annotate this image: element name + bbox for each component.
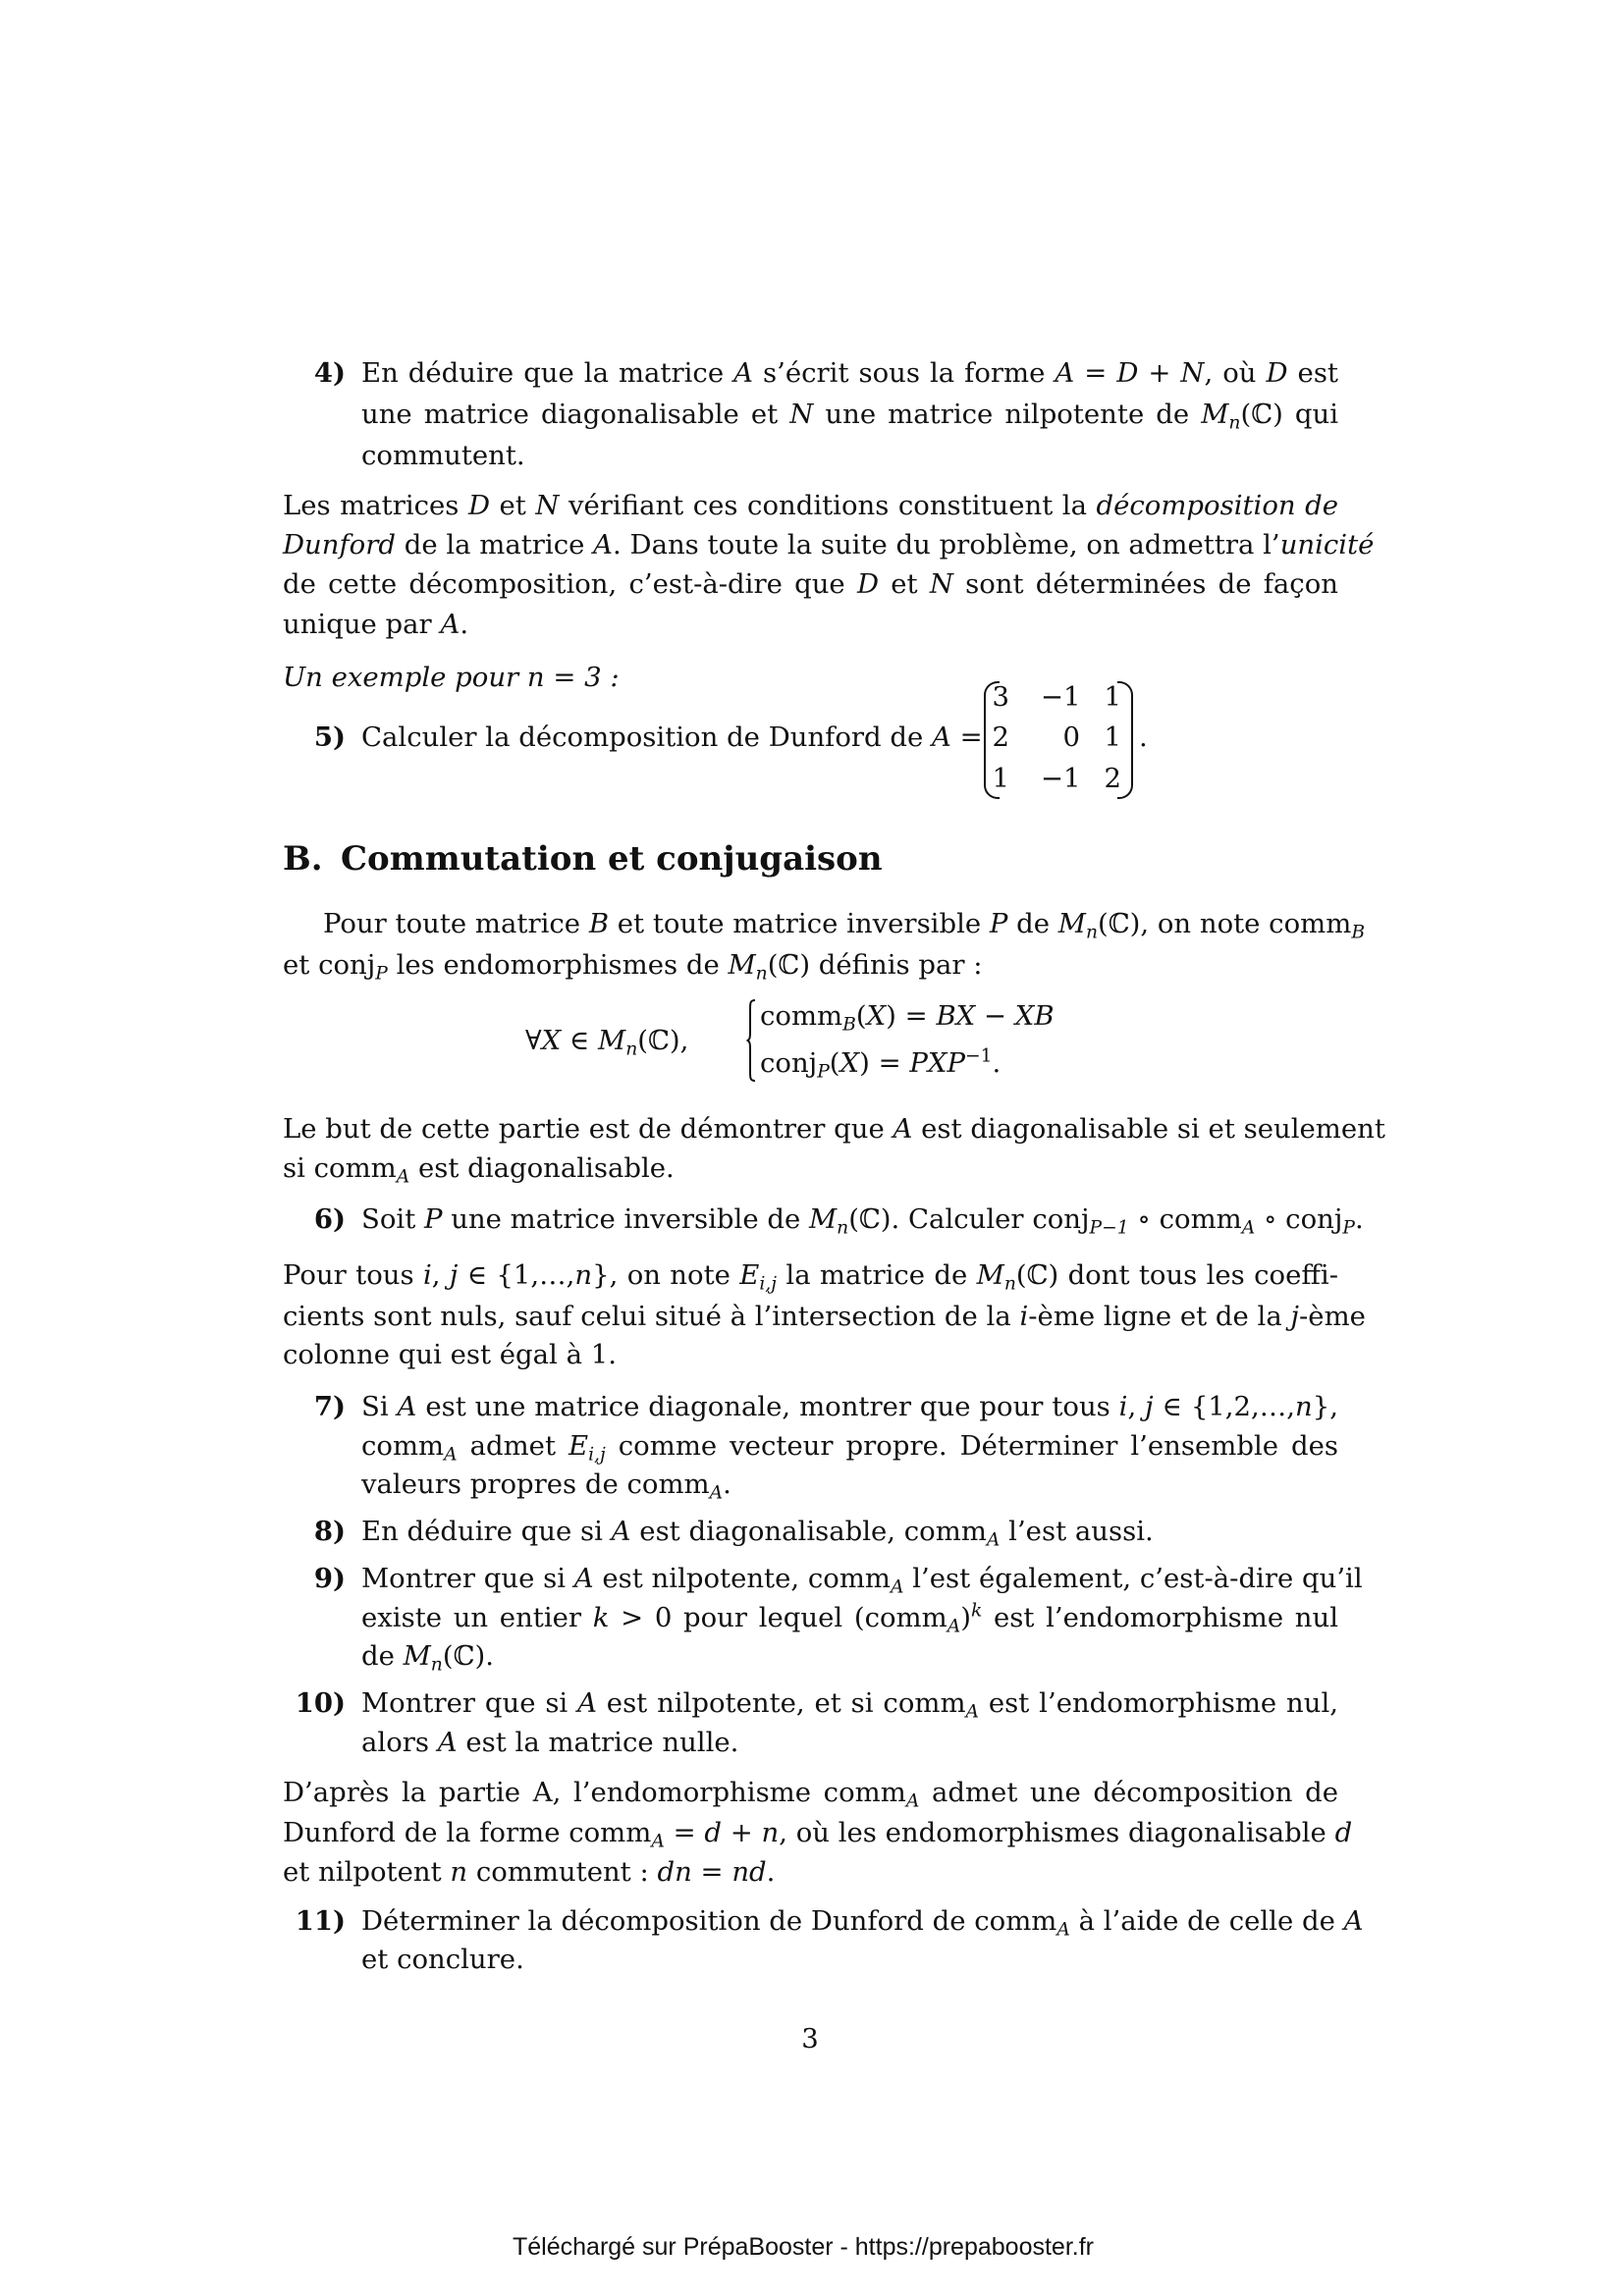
goal-line-2: si comm$_A$ est diagonalisable. <box>283 1152 675 1188</box>
matrix-cell: 0 <box>1062 721 1080 753</box>
system-equation-conj: conj$_P$(X) = $PXP^{-1}$. <box>760 1045 1001 1083</box>
system-quantifier: ∀X ∈ $M_n(ℂ)$, <box>525 1025 689 1060</box>
matrix-cell: −1 <box>1041 681 1081 713</box>
question-10-line-1: Montrer que si A est nilpotente, et si comm$_A$ est l’endomorphisme nul, <box>361 1687 1338 1723</box>
dunford-comm-line-2: Dunford de la forme comm$_A$ = d + n, où les endomorphismes diagonalisable d <box>283 1817 1353 1852</box>
question-4-label: 4) <box>313 357 346 389</box>
question-10-label: 10) <box>295 1687 346 1719</box>
matrix-cell: 3 <box>992 681 1009 713</box>
question-11-label: 11) <box>295 1905 346 1937</box>
question-7-line-1: Si A est une matrice diagonale, montrer que pour tous i, j ∈ {1,2,…,n}, <box>361 1391 1338 1422</box>
matrix-cell: 1 <box>992 763 1009 794</box>
download-footer: Téléchargé sur PrépaBooster - https://prepabooster.fr <box>513 2233 1094 2261</box>
question-5-period: . <box>1139 721 1148 753</box>
question-9-line-3: de $M_n(ℂ)$. <box>361 1640 494 1676</box>
matrix-cell: −1 <box>1041 763 1081 794</box>
question-9-line-2: existe un entier k > 0 pour lequel (comm$_A$)$^k$ est l’endomorphisme nul <box>361 1600 1339 1637</box>
question-6-text: Soit P une matrice inversible de $M_n(ℂ)$. Calculer conj$_{P-1}$ ∘ comm$_A$ ∘ conj$_P$. <box>361 1203 1364 1239</box>
dunford-definition-line-4: unique par A. <box>283 609 469 640</box>
intro-b-line-1: Pour toute matrice B et toute matrice inversible P de $M_n(ℂ)$, on note comm$_B$ <box>323 908 1366 943</box>
question-11-line-1: Déterminer la décomposition de Dunford de comm$_A$ à l’aide de celle de A <box>361 1905 1364 1941</box>
dunford-definition-line-1: Les matrices D et N vérifiant ces conditions constituent la décomposition de <box>283 490 1339 521</box>
matrix-cell: 2 <box>1104 763 1121 794</box>
eij-definition-line-3: colonne qui est égal à 1. <box>283 1339 617 1370</box>
question-4-line-3: commutent. <box>361 440 525 471</box>
question-7-line-2: comm$_A$ admet $E_{i,j}$ comme vecteur propre. Déterminer l’ensemble des <box>361 1430 1338 1466</box>
question-11-line-2: et conclure. <box>361 1944 524 1975</box>
question-4-line-2: une matrice diagonalisable et N une matrice nilpotente de $M_n(ℂ)$ qui <box>361 399 1338 434</box>
eij-definition-line-1: Pour tous i, j ∈ {1,…,n}, on note $E_{i,j}$ la matrice de $M_n(ℂ)$ dont tous les coeffi- <box>283 1259 1338 1295</box>
question-10-line-2: alors A est la matrice nulle. <box>361 1727 739 1758</box>
dunford-definition-line-2: Dunford de la matrice A. Dans toute la suite du problème, on admettra l’unicité <box>283 529 1375 561</box>
matrix-cell: 1 <box>1104 681 1121 713</box>
question-9-label: 9) <box>313 1563 346 1594</box>
dunford-comm-line-1: D’après la partie A, l’endomorphisme comm$_A$ admet une décomposition de <box>283 1777 1339 1812</box>
question-5-text: Calculer la décomposition de Dunford de A = <box>361 721 983 753</box>
dunford-definition-line-3: de cette décomposition, c’est-à-dire que D et N sont déterminées de façon <box>283 568 1338 600</box>
system-equation-comm: comm$_B$(X) = BX − XB <box>760 1000 1055 1036</box>
page-number: 3 <box>801 2023 819 2055</box>
intro-b-line-2: et conj$_P$ les endomorphismes de $M_n(ℂ)$ définis par : <box>283 949 983 985</box>
section-label: B. <box>283 839 323 879</box>
goal-line-1: Le but de cette partie est de démontrer que A est diagonalisable si et seulement <box>283 1113 1385 1145</box>
question-7-line-3: valeurs propres de comm$_A$. <box>361 1468 731 1504</box>
question-7-label: 7) <box>313 1391 346 1422</box>
question-9-line-1: Montrer que si A est nilpotente, comm$_A$ l’est également, c’est-à-dire qu’il <box>361 1563 1363 1598</box>
question-8-label: 8) <box>313 1516 346 1547</box>
question-8-text: En déduire que si A est diagonalisable, comm$_A$ l’est aussi. <box>361 1516 1154 1551</box>
matrix-cell: 1 <box>1104 721 1121 753</box>
matrix-cell: 2 <box>992 721 1009 753</box>
eij-definition-line-2: cients sont nuls, sauf celui situé à l’intersection de la i-ème ligne et de la j-ème <box>283 1301 1366 1332</box>
example-heading: Un exemple pour n = 3 : <box>283 662 620 693</box>
question-6-label: 6) <box>313 1203 346 1235</box>
question-5-label: 5) <box>313 721 346 753</box>
section-title: Commutation et conjugaison <box>341 839 883 879</box>
left-brace <box>746 999 756 1082</box>
question-4-line-1: En déduire que la matrice A s’écrit sous la forme A = D + N, où D est <box>361 357 1338 389</box>
dunford-comm-line-3: et nilpotent n commutent : dn = nd. <box>283 1856 776 1888</box>
matrix-a <box>984 681 1133 799</box>
